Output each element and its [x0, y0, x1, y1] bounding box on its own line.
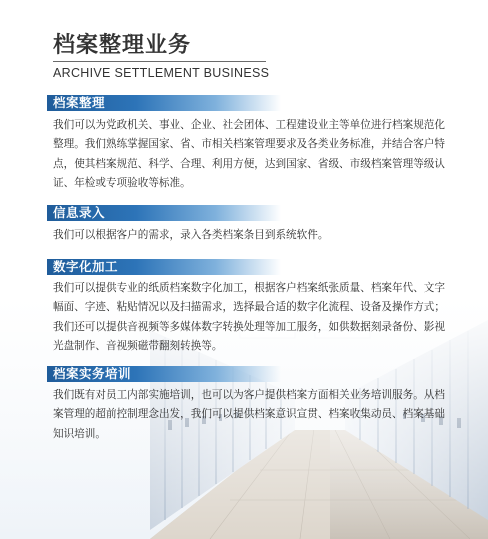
section-heading-training: [47, 366, 281, 382]
section-heading-data-entry: [47, 205, 281, 221]
section-text-training: 我们既有对员工内部实施培训，也可以为客户提供档案方面相关业务培训服务。从档案管理的超前控制理念出发，我们可以提供档案意识宣贯、档案收集动员、档案基础知识培训。: [53, 389, 445, 440]
section-text-digitization: 我们可以提供专业的纸质档案数字化加工，根据客户档案纸张质量、档案年代、文字幅面、字迹、粘贴情况以及扫描需求，选择最合适的数字化流程、设备及操作方式；我们还可以提供音视频等多媒体数字转换处理等加工服务，如供数据刻录备份、影视光盘制作、音视频磁带翻刻转换等。: [53, 282, 445, 353]
title-divider: [53, 61, 266, 62]
section-heading-label: 档案实务培训: [53, 366, 132, 381]
page-title: 档案整理业务: [53, 33, 192, 58]
section-heading-label: 数字化加工: [53, 259, 119, 274]
page-subtitle: ARCHIVE SETTLEMENT BUSINESS: [53, 66, 270, 80]
section-text-archive-arrangement: 我们可以为党政机关、事业、企业、社会团体、工程建设业主等单位进行档案规范化整理。我们熟练掌握国家、省、市相关档案管理要求及各类业务标准，并结合客户特点，使其档案规范、科学、合理、利用方便，达到国家、省级、市级档案管理等级认证、年检或专项验收等标准。: [53, 119, 445, 190]
section-heading-digitization: [47, 259, 281, 275]
section-heading-label: 档案整理: [53, 95, 106, 110]
section-text-data-entry: 我们可以根据客户的需求，录入各类档案条目到系统软件。: [53, 229, 329, 241]
section-heading-label: 信息录入: [53, 205, 106, 220]
section-heading-archive-arrangement: [47, 95, 281, 111]
